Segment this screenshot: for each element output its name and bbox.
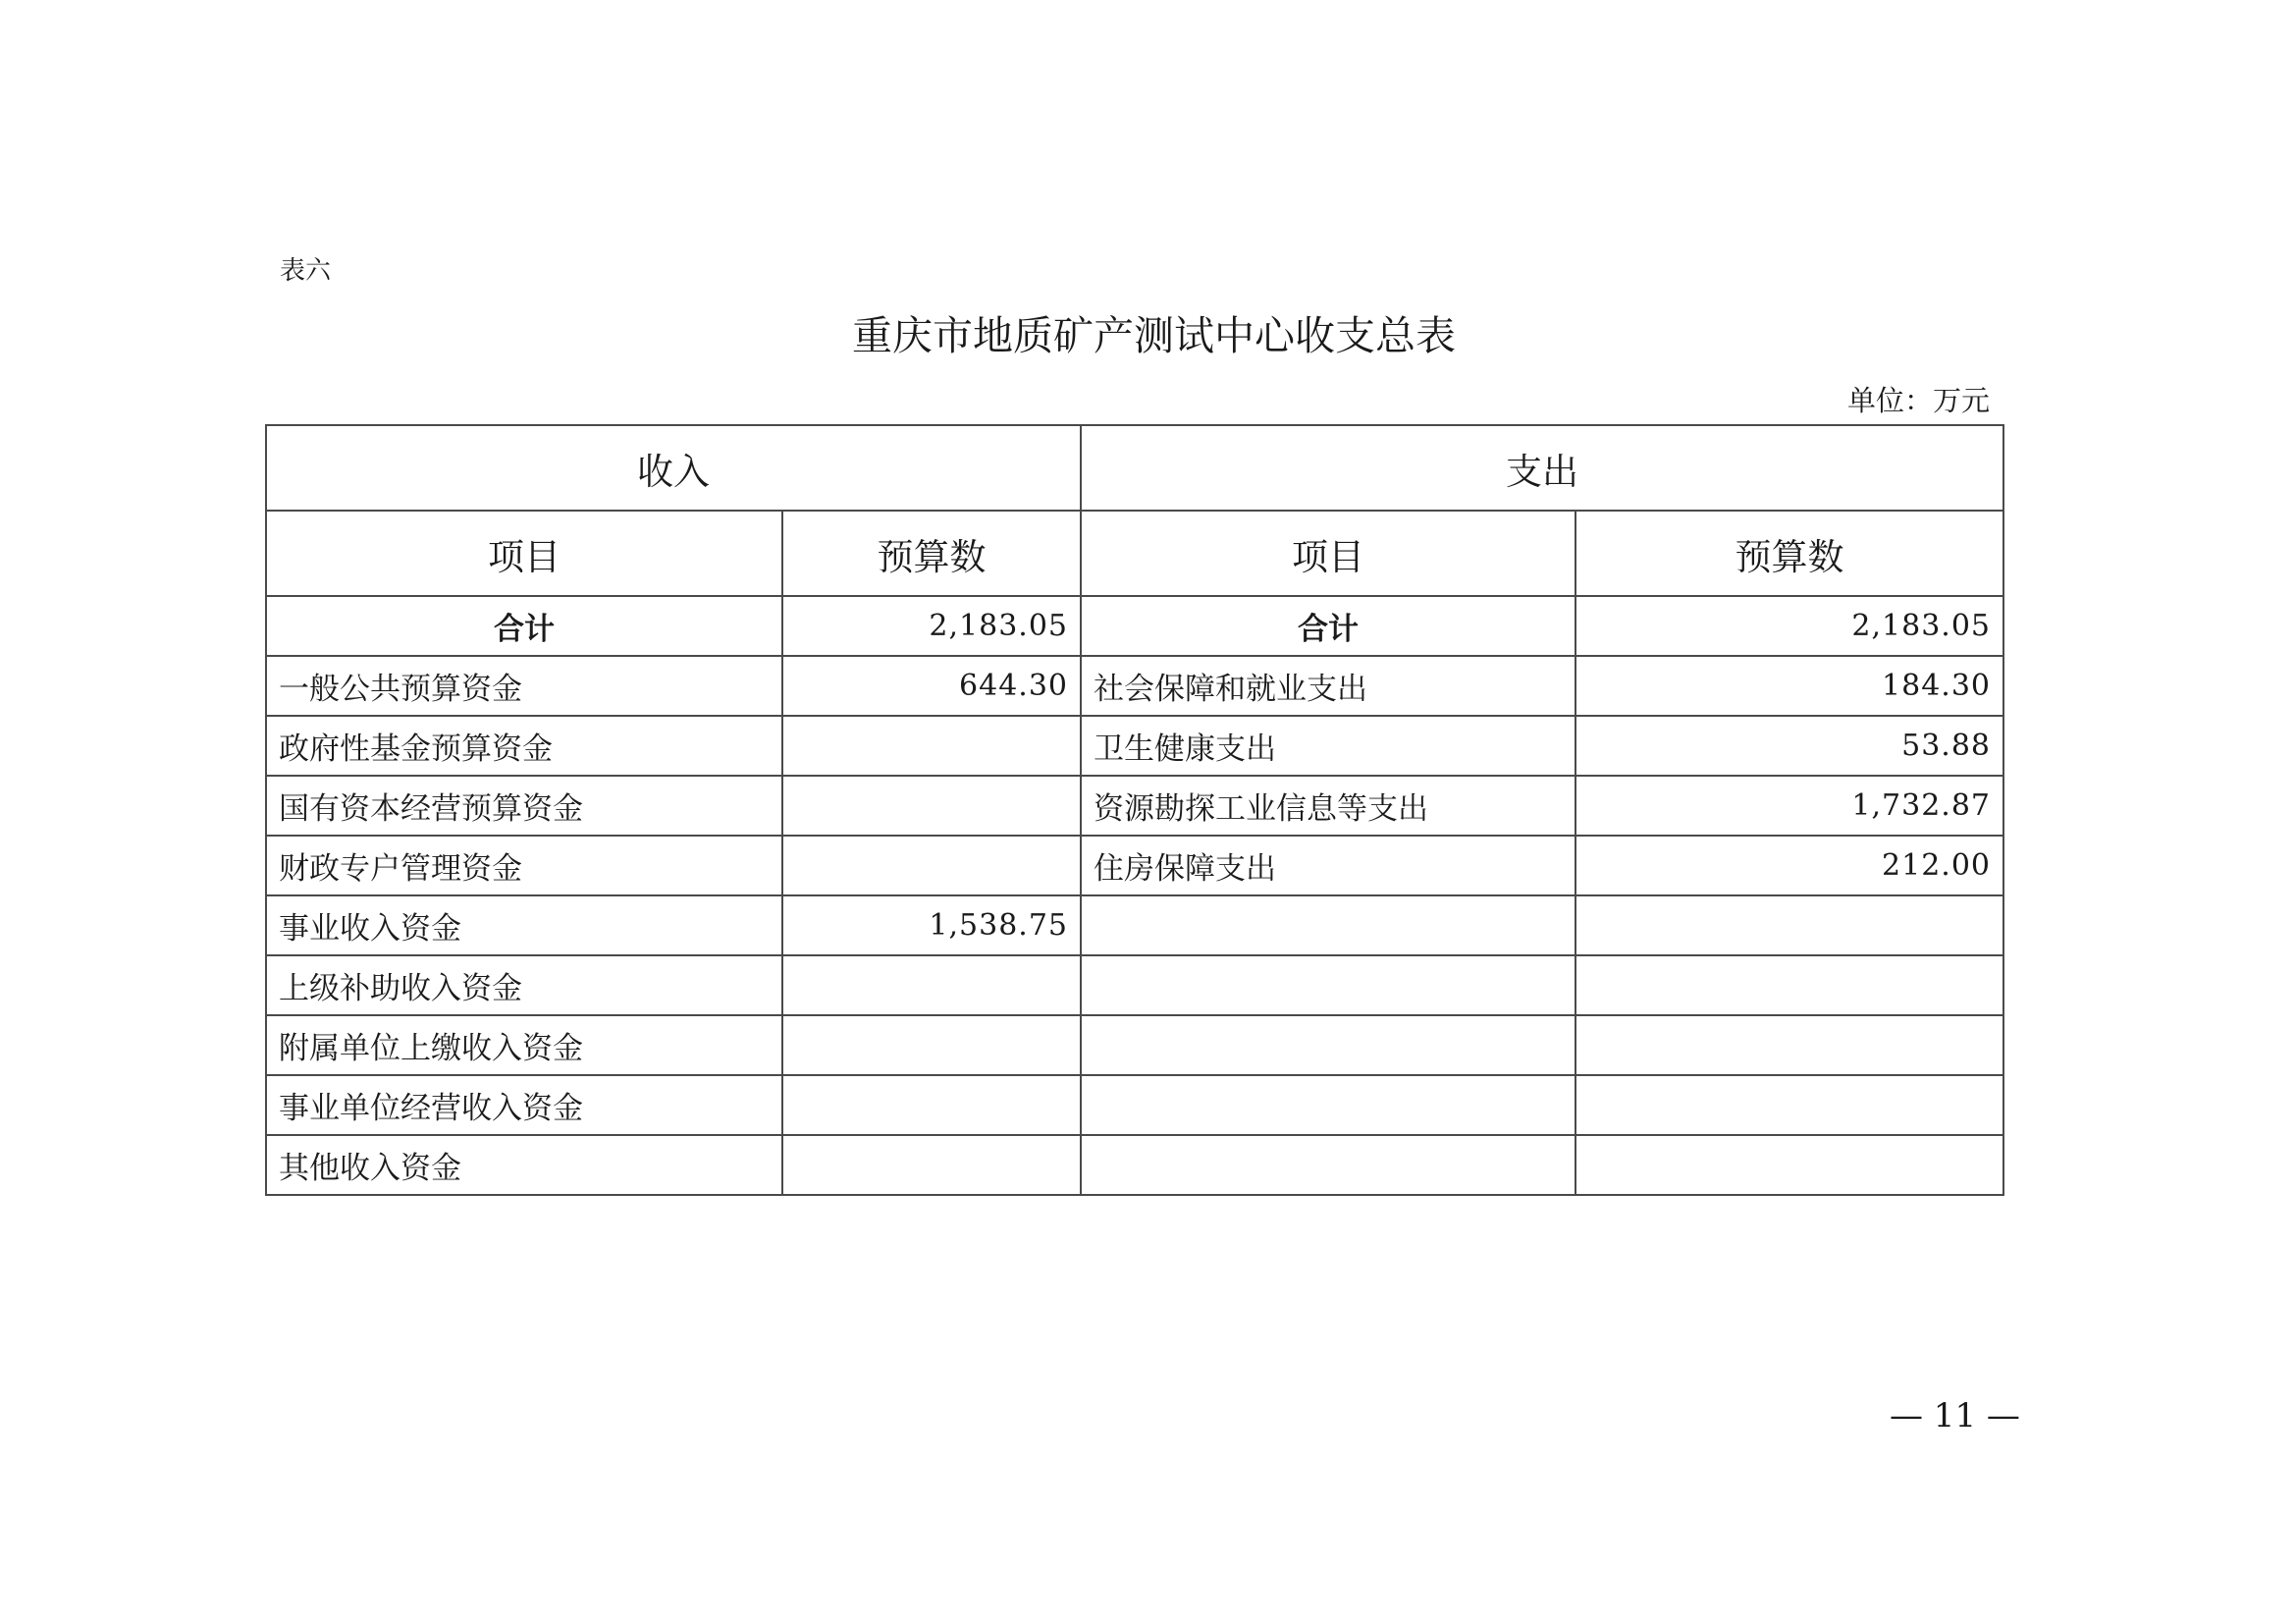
expense-amount: [1575, 1075, 2003, 1135]
expense-item: 资源勘探工业信息等支出: [1081, 776, 1575, 836]
income-item: 一般公共预算资金: [266, 656, 782, 716]
income-item: 政府性基金预算资金: [266, 716, 782, 776]
expense-item: [1081, 1015, 1575, 1075]
income-total-amount: 2,183.05: [782, 596, 1081, 656]
expense-item: [1081, 955, 1575, 1015]
table-row: [266, 1075, 2003, 1135]
table-row: [266, 836, 2003, 895]
income-amount: 644.30: [782, 656, 1081, 716]
income-item-header: 项目: [266, 511, 782, 596]
section-header-row: [266, 425, 2003, 511]
income-amount: [782, 955, 1081, 1015]
income-amount: [782, 1015, 1081, 1075]
income-total-label: 合计: [266, 596, 782, 656]
document-title: 重庆市地质矿产测试中心收支总表: [852, 312, 1456, 359]
income-section-header: 收入: [266, 425, 1081, 511]
income-amount: [782, 1075, 1081, 1135]
expense-amount: [1575, 895, 2003, 955]
table-label: 表六: [280, 256, 332, 286]
expense-item-header: 项目: [1081, 511, 1575, 596]
expense-section-header: 支出: [1081, 425, 2003, 511]
budget-summary-table: [265, 424, 2004, 1196]
income-item: 事业收入资金: [266, 895, 782, 955]
income-item: 事业单位经营收入资金: [266, 1075, 782, 1135]
income-amount: [782, 836, 1081, 895]
expense-amount: 184.30: [1575, 656, 2003, 716]
income-item: 财政专户管理资金: [266, 836, 782, 895]
income-amount: [782, 776, 1081, 836]
expense-item: 社会保障和就业支出: [1081, 656, 1575, 716]
table-row: [266, 716, 2003, 776]
expense-amount: 53.88: [1575, 716, 2003, 776]
income-amount-header: 预算数: [782, 511, 1081, 596]
table-row: [266, 895, 2003, 955]
expense-item: [1081, 1135, 1575, 1195]
expense-amount: 1,732.87: [1575, 776, 2003, 836]
income-item: 附属单位上缴收入资金: [266, 1015, 782, 1075]
table-row: [266, 776, 2003, 836]
expense-total-label: 合计: [1081, 596, 1575, 656]
unit-label: 单位：万元: [1846, 384, 1990, 417]
income-item: 其他收入资金: [266, 1135, 782, 1195]
income-amount: [782, 1135, 1081, 1195]
table-row: [266, 955, 2003, 1015]
expense-item: 住房保障支出: [1081, 836, 1575, 895]
page-number: — 11 —: [1890, 1396, 2020, 1435]
table-row: [266, 1135, 2003, 1195]
expense-amount-header: 预算数: [1575, 511, 2003, 596]
income-amount: [782, 716, 1081, 776]
expense-item: 卫生健康支出: [1081, 716, 1575, 776]
expense-amount: [1575, 1135, 2003, 1195]
table-row: [266, 656, 2003, 716]
expense-total-amount: 2,183.05: [1575, 596, 2003, 656]
expense-item: [1081, 895, 1575, 955]
expense-amount: [1575, 1015, 2003, 1075]
expense-amount: 212.00: [1575, 836, 2003, 895]
expense-amount: [1575, 955, 2003, 1015]
table-row: [266, 1015, 2003, 1075]
income-item: 上级补助收入资金: [266, 955, 782, 1015]
income-amount: 1,538.75: [782, 895, 1081, 955]
total-row: [266, 596, 2003, 656]
column-header-row: [266, 511, 2003, 596]
expense-item: [1081, 1075, 1575, 1135]
income-item: 国有资本经营预算资金: [266, 776, 782, 836]
